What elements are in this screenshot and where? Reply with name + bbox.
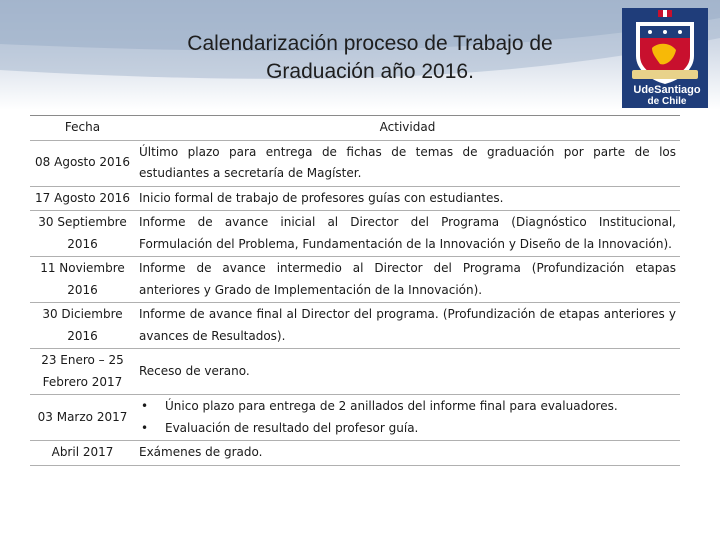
schedule-table	[30, 115, 680, 466]
row-date: 11 Noviembre 2016	[30, 257, 135, 303]
row-date: 03 Marzo 2017	[30, 395, 135, 441]
title-line-2: Graduación año 2016.	[266, 60, 474, 83]
table-row	[30, 211, 680, 257]
table-row	[30, 395, 680, 441]
column-header-activity: Actividad	[135, 116, 680, 141]
row-activity: Receso de verano.	[135, 349, 680, 395]
column-header-date: Fecha	[30, 116, 135, 141]
row-date: Abril 2017	[30, 441, 135, 466]
table-row	[30, 140, 680, 186]
table-row	[30, 349, 680, 395]
row-date: 30 Septiembre 2016	[30, 211, 135, 257]
row-activity: Informe de avance intermedio al Director del Programa (Profundización etapas anteriores y Grado de Implementación de la Innovación).	[135, 257, 680, 303]
header-banner	[0, 0, 720, 110]
row-date: 08 Agosto 2016	[30, 140, 135, 186]
row-activity: Informe de avance final al Director del programa. (Profundización de etapas anteriores y avances de Resultados).	[135, 303, 680, 349]
title-line-1: Calendarización proceso de Trabajo de	[187, 32, 553, 55]
row-activity: Informe de avance inicial al Director del Programa (Diagnóstico Institucional, Formulación del Problema, Fundamentación de la Innovación y Diseño de la Innovación).	[135, 211, 680, 257]
logo-text-country: de Chile	[647, 96, 687, 107]
logo-text-name: UdeSantiago	[633, 84, 701, 96]
bullet-item: • Único plazo para entrega de 2 anillados del informe final para evaluadores.	[139, 396, 676, 418]
row-activity: Último plazo para entrega de fichas de temas de graduación por parte de los estudiantes a secretaría de Magíster.	[135, 140, 680, 186]
row-activity: Inicio formal de trabajo de profesores guías con estudiantes.	[135, 186, 680, 211]
table-header-row	[30, 116, 680, 141]
row-activity-list	[135, 395, 680, 441]
row-activity: Exámenes de grado.	[135, 441, 680, 466]
bullet-list	[139, 396, 676, 439]
table-row	[30, 257, 680, 303]
table-row	[30, 441, 680, 466]
page-title	[80, 30, 660, 86]
table-row	[30, 303, 680, 349]
row-date: 17 Agosto 2016	[30, 186, 135, 211]
table-row	[30, 186, 680, 211]
row-date: 30 Diciembre 2016	[30, 303, 135, 349]
bullet-item: • Evaluación de resultado del profesor guía.	[139, 418, 676, 440]
row-date: 23 Enero – 25 Febrero 2017	[30, 349, 135, 395]
